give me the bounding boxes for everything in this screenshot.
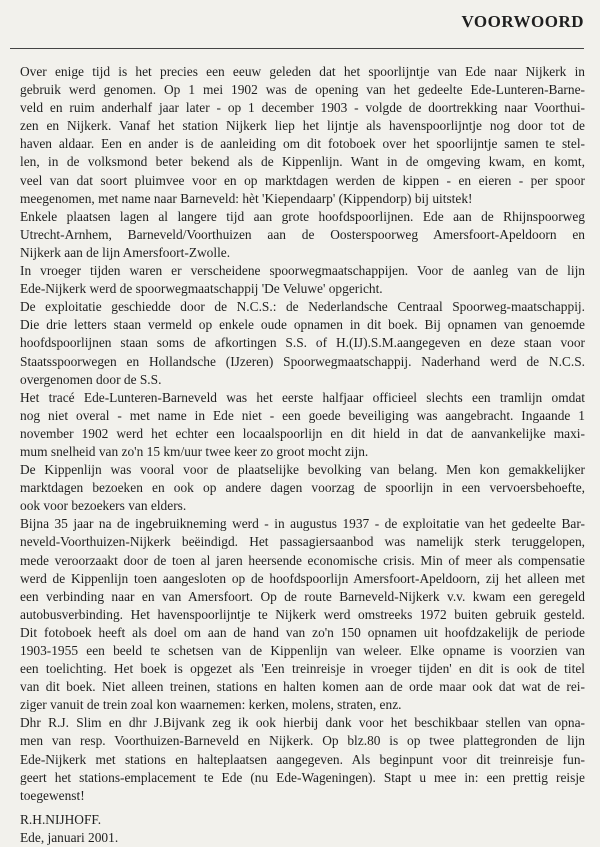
text-line: Het tracé Ede-Lunteren-Barneveld was het eerste halfjaar officieel slechts een tramlijn omdat bbox=[20, 389, 585, 405]
text-line: Die drie letters staan vermeld op enkele oude opnamen in dit boek. Bij opnamen van genoemde bbox=[20, 317, 585, 333]
text-line: De exploitatie geschiedde door de N.C.S.: de Nederlandsche Centraal Spoorweg-maatschappij. bbox=[20, 299, 585, 315]
text-line: veld en ruim anderhalf jaar later - op 1 december 1903 - volgde de doortrekking naar Voorthui- bbox=[20, 100, 585, 116]
text-line: Dhr R.J. Slim en dhr J.Bijvank zeg ik ook hierbij dank voor het beschikbaar stellen van opna- bbox=[20, 715, 585, 731]
text-line: geert het stations-emplacement te Ede (nu Ede-Wageningen). Stapt u mee in: een prettig reisje bbox=[20, 769, 585, 785]
text-line: haven aldaar. Een en ander is de aanleiding om dit fotoboek over het spoorlijntje samen te stel- bbox=[20, 136, 585, 152]
text-line: zen en Nijkerk. Vanaf het station Nijkerk liep het lijntje als havenspoorlijntje nog door tot de bbox=[20, 118, 585, 134]
text-line: mum snelheid van zo'n 15 km/uur twee keer zo groot mocht zijn. bbox=[20, 443, 369, 459]
text-line: van dit boek. Niet alleen treinen, stations en halten komen aan de orde maar ook dat wat de rei- bbox=[20, 679, 585, 695]
text-line: gebruik werd genomen. Op 1 mei 1902 was de opening van het gedeelte Ede-Lunteren-Barne- bbox=[20, 82, 585, 98]
text-line: werd de Kippenlijn toen aangesloten op de hoofdspoorlijn Amersfoort-Apeldoorn, zij het alleen met bbox=[20, 570, 585, 586]
signature-name: R.H.NIJHOFF. bbox=[20, 811, 102, 827]
heading-divider bbox=[10, 48, 584, 49]
text-line: Over enige tijd is het precies een eeuw geleden dat het spoorlijntje van Ede naar Nijkerk in bbox=[20, 64, 585, 79]
text-line: Ede-Nijkerk werd de spoorwegmaatschappij 'De Veluwe' opgericht. bbox=[20, 281, 383, 297]
page-heading: VOORWOORD bbox=[461, 12, 584, 31]
text-line: 1903-1955 een beeld te schetsen van de Kippenlijn van weleer. Elke opname is voorzien van bbox=[20, 643, 585, 658]
text-line: overgenomen door de S.S. bbox=[20, 371, 162, 387]
text-line: een toelichting. Het boek is opgezet als 'Een treinreisje in vroeger tijden' en dit is ook de titel bbox=[20, 661, 585, 677]
text-line: Nijkerk aan de lijn Amersfoort-Zwolle. bbox=[20, 244, 231, 260]
foreword-text bbox=[20, 63, 585, 847]
text-line: Ede-Nijkerk met stations en halteplaatsen aangegeven. Als beginpunt voor dit treinreisje fun- bbox=[20, 751, 585, 767]
text-line: november 1902 werd het echter een locaalspoorlijn en dit hield in dat de aanvankelijke maxi- bbox=[20, 425, 585, 441]
text-line: In vroeger tijden waren er verscheidene spoorwegmaatschappijen. Voor de aanleg van de lijn bbox=[20, 263, 585, 279]
text-line: Staatsspoorwegen en Hollandsche (IJzeren) Spoorwegmaatschappij. Naderhand werd de N.C.S. bbox=[20, 353, 585, 369]
text-line: ook voor bezoekers van elders. bbox=[20, 498, 187, 514]
text-line: hoofdspoorlijnen staan soms de afkortingen S.S. of H.(IJ).S.M.aangegeven en deze staan voor bbox=[20, 335, 585, 351]
text-line: autobusverbinding. Het havenspoorlijntje te Nijkerk werd omstreeks 1972 buiten gebruik gesteld. bbox=[20, 606, 585, 622]
text-line: veel van dat soort pluimvee voor en op marktdagen werden de kippen - en eieren - per spoor bbox=[20, 172, 585, 188]
text-line: Utrecht-Arnhem, Barneveld/Voorthuizen aan de Oosterspoorweg Amersfoort-Apeldoorn en bbox=[20, 226, 585, 242]
text-line: een verbinding naar en van Amersfoort. Op de route Barneveld-Nijkerk v.v. kwam een geregeld bbox=[20, 588, 585, 604]
text-line: mede veroorzaakt door de toen al jaren heersende economische crisis. Min of meer als compensatie bbox=[20, 552, 585, 568]
signature-place-date: Ede, januari 2001. bbox=[20, 829, 119, 845]
text-line: meegenomen, met name naar Barneveld: hèt 'Kiependaarp' (Kippendorp) bij uitstek! bbox=[20, 190, 473, 206]
text-line: neveld-Voorthuizen-Nijkerk beëindigd. Het passagiersaanbod was namelijk sterk teruggelopen, bbox=[20, 534, 585, 550]
text-line: Enkele plaatsen lagen al langere tijd aan grote hoofdspoorlijnen. Ede aan de Rhijnspoorweg bbox=[20, 208, 585, 224]
text-line: marktdagen bezoeken en ook op andere dagen voorzag de spoorlijn in een vervoersbehoefte, bbox=[20, 480, 585, 496]
text-line: Dit fotoboek heeft als doel om aan de hand van zo'n 150 opnamen uit hoofdzakelijk de periode bbox=[20, 624, 585, 640]
text-line: Bijna 35 jaar na de ingebruikneming werd - in augustus 1937 - de exploitatie van het gedeelte Bar- bbox=[20, 516, 585, 532]
text-line: ziger vanuit de trein zoal kon waarnemen: kerken, molens, straten, enz. bbox=[20, 697, 402, 713]
text-line: nog niet overal - met name in Ede niet - een goede beveiliging was aangebracht. Ingaande 1 bbox=[20, 407, 585, 423]
text-line: len, in de volksmond beter bekend als de Kippenlijn. Want in de omgeving kwam, en komt, bbox=[20, 154, 585, 170]
text-line: men van resp. Voorthuizen-Barneveld en Nijkerk. Op blz.80 is op twee plattegronden de lijn bbox=[20, 733, 585, 749]
text-line: toegewenst! bbox=[20, 787, 85, 803]
text-line: De Kippenlijn was vooral voor de plaatselijke bevolking van belang. Men kon gemakkelijker bbox=[20, 462, 585, 478]
